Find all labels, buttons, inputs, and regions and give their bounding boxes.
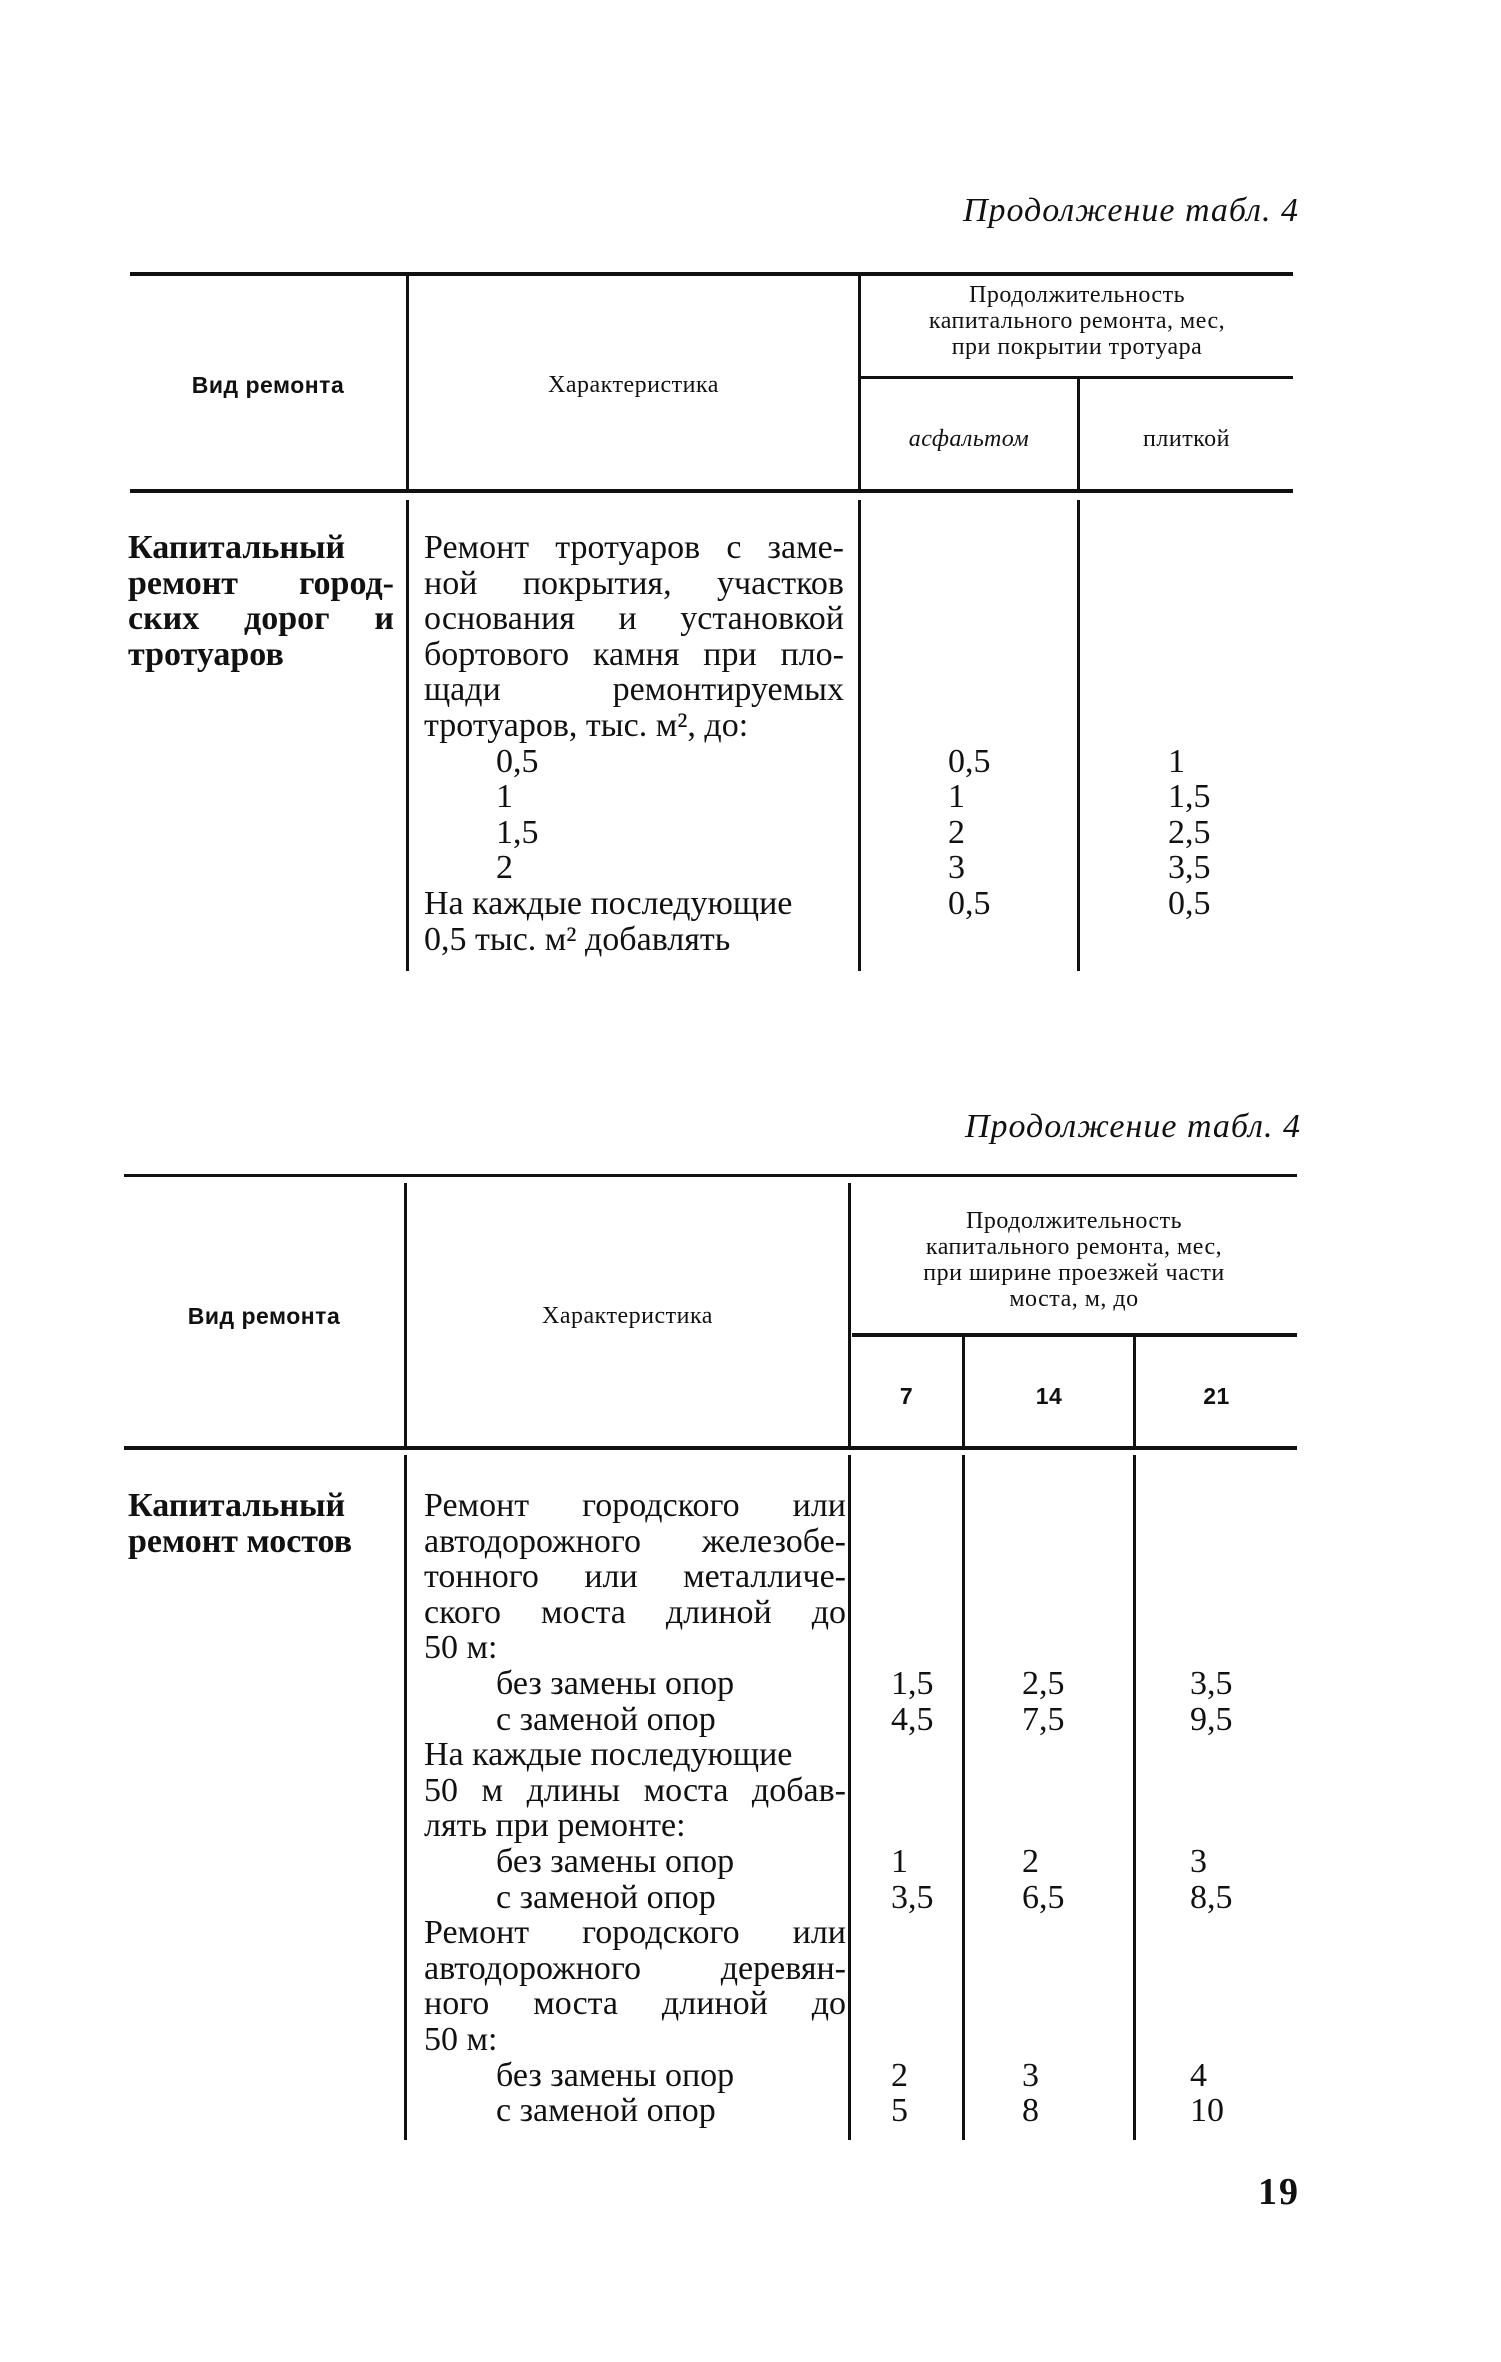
table2-char-line: 50 м: bbox=[424, 2020, 498, 2058]
table2-width14-value bbox=[1022, 1951, 1102, 1987]
table2-width21-value bbox=[1190, 1524, 1270, 1560]
table2-width21-value bbox=[1190, 1808, 1270, 1844]
table1-header-asphalt: асфальтом bbox=[908, 426, 1030, 452]
table1-top-rule bbox=[130, 272, 1293, 276]
table2-char-line: с заменой опор bbox=[496, 2092, 716, 2130]
table2-width14-value: 3 bbox=[1022, 2056, 1039, 2094]
table2-width21-column bbox=[1190, 1488, 1270, 2129]
table1-asphalt-value bbox=[948, 530, 1048, 566]
table1-asphalt-value: 3 bbox=[948, 849, 965, 887]
table1-tile-value: 0,5 bbox=[1168, 884, 1211, 922]
table1-tile-value bbox=[1168, 601, 1268, 637]
table1-header-char: Характеристика bbox=[548, 372, 719, 398]
table2-width7-value: 5 bbox=[891, 2092, 908, 2130]
table1-kind-line: тротуаров bbox=[128, 635, 284, 673]
table2-header-rule bbox=[124, 1446, 1297, 1450]
table1-char-line: ной покрытия, участков bbox=[424, 564, 844, 602]
table2-width7-value bbox=[891, 1808, 951, 1844]
table2-char-line: с заменой опор bbox=[496, 1700, 716, 1738]
table1-duration-line: при покрытии тротуара bbox=[951, 334, 1203, 360]
table2-width14-value bbox=[1022, 1630, 1102, 1666]
table2-width21-value bbox=[1190, 1630, 1270, 1666]
table1-caption: Продолжение табл. 4 bbox=[962, 192, 1299, 229]
table1-char-cell bbox=[424, 530, 844, 957]
table2-char-line: ного моста длиной до bbox=[424, 1985, 846, 2023]
table2-width14-value bbox=[1022, 1773, 1102, 1809]
table2-width14-value bbox=[1022, 1488, 1102, 1524]
table2-char-line: тонного или металличе- bbox=[424, 1558, 846, 1596]
table1-asphalt-value: 0,5 bbox=[948, 884, 991, 922]
table2-width21-value: 4 bbox=[1190, 2056, 1207, 2094]
table2-width7-value: 2 bbox=[891, 2056, 908, 2094]
table2-kind-cell bbox=[128, 1488, 398, 1559]
table2-width21-value bbox=[1190, 1737, 1270, 1773]
table1-duration-line: капитального ремонта, мес, bbox=[928, 308, 1226, 334]
table2-header-duration bbox=[851, 1208, 1297, 1312]
table2-width7-value bbox=[891, 1595, 951, 1631]
table2-width14-value: 7,5 bbox=[1022, 1700, 1065, 1738]
table2-width14-value: 2 bbox=[1022, 1842, 1039, 1880]
table2-width7-value: 1 bbox=[891, 1842, 908, 1880]
page-number: 19 bbox=[1258, 2171, 1300, 2213]
table1-tile-value: 1,5 bbox=[1168, 778, 1211, 816]
table2-width21-value bbox=[1190, 1773, 1270, 1809]
table1-tile-value bbox=[1168, 637, 1268, 673]
table1-char-line: 0,5 тыс. м² добавлять bbox=[424, 920, 731, 958]
table2-width14-value bbox=[1022, 1808, 1102, 1844]
table2-duration-line: капитального ремонта, мес, bbox=[925, 1234, 1223, 1260]
table2-width21-value bbox=[1190, 1559, 1270, 1595]
table1-char-line: Ремонт тротуаров с заме- bbox=[424, 529, 844, 566]
table1-header-kind: Вид ремонта bbox=[191, 372, 345, 398]
table2-width14-value bbox=[1022, 1986, 1102, 2022]
table2-top-rule bbox=[124, 1174, 1297, 1177]
table2-body-vline-2 bbox=[848, 1455, 851, 2140]
table2-width14-value bbox=[1022, 1595, 1102, 1631]
table2-char-line: На каждые последующие bbox=[424, 1736, 793, 1774]
table1-char-line: 0,5 bbox=[496, 742, 539, 780]
table1-asphalt-value bbox=[948, 922, 1048, 958]
table2-width21-value bbox=[1190, 2022, 1270, 2058]
table2-char-line: с заменой опор bbox=[496, 1878, 716, 1916]
table1-char-line: 2 bbox=[496, 849, 513, 887]
table1-asphalt-value: 2 bbox=[948, 813, 965, 851]
table1-kind-line: ских дорог и bbox=[128, 600, 394, 638]
table2-width21-value bbox=[1190, 1595, 1270, 1631]
table1-tile-value bbox=[1168, 566, 1268, 602]
table2-width14-value bbox=[1022, 1737, 1102, 1773]
table2-width14-value: 2,5 bbox=[1022, 1664, 1065, 1702]
table1-asphalt-value: 0,5 bbox=[948, 742, 991, 780]
table2-width21-value: 10 bbox=[1190, 2092, 1224, 2130]
table2-width14-value: 6,5 bbox=[1022, 1878, 1065, 1916]
table2-width14-value bbox=[1022, 2022, 1102, 2058]
table2-width7-column bbox=[891, 1488, 951, 2129]
table2-width7-value bbox=[891, 1488, 951, 1524]
table2-header-width-14: 14 bbox=[1035, 1383, 1063, 1409]
table2-kind-line: ремонт мостов bbox=[128, 1522, 353, 1560]
table1-tile-column bbox=[1168, 530, 1268, 957]
table2-width7-value bbox=[891, 1524, 951, 1560]
table2-width21-value bbox=[1190, 1915, 1270, 1951]
table2-char-line: ского моста длиной до bbox=[424, 1593, 846, 1631]
table1-asphalt-value bbox=[948, 672, 1048, 708]
table2-width7-value bbox=[891, 1986, 951, 2022]
table2-kind-line: Капитальный bbox=[128, 1487, 346, 1524]
table2-caption: Продолжение табл. 4 bbox=[964, 1108, 1301, 1145]
table1-tile-value: 2,5 bbox=[1168, 813, 1211, 851]
table2-width21-value: 8,5 bbox=[1190, 1878, 1233, 1916]
table1-asphalt-value bbox=[948, 637, 1048, 673]
table1-asphalt-value bbox=[948, 708, 1048, 744]
table2-header-kind: Вид ремонта bbox=[187, 1303, 341, 1329]
table1-kind-cell bbox=[128, 530, 394, 672]
table2-width14-value bbox=[1022, 1559, 1102, 1595]
table2-width7-value bbox=[891, 1630, 951, 1666]
table2-char-line: 50 м: bbox=[424, 1629, 498, 1667]
table2-body-vline-1 bbox=[404, 1455, 407, 2140]
table1-char-line: На каждые последующие bbox=[424, 884, 793, 922]
table2-char-line: Ремонт городского или bbox=[424, 1914, 846, 1952]
table1-char-line: щади ремонтируемых bbox=[424, 671, 844, 709]
table2-char-cell bbox=[424, 1488, 846, 2129]
table2-width7-value: 3,5 bbox=[891, 1878, 934, 1916]
table2-body-vline-4 bbox=[1133, 1455, 1136, 2140]
table1-asphalt-value: 1 bbox=[948, 778, 965, 816]
table2-width21-value: 3 bbox=[1190, 1842, 1207, 1880]
table2-sub-rule bbox=[852, 1333, 1297, 1337]
table2-width21-value bbox=[1190, 1951, 1270, 1987]
table1-tile-value bbox=[1168, 530, 1268, 566]
table2-char-line: без замены опор bbox=[496, 1664, 735, 1702]
table2-duration-line: Продолжительность bbox=[965, 1208, 1183, 1234]
table2-width7-value: 1,5 bbox=[891, 1664, 934, 1702]
table1-body-vline-3 bbox=[1077, 500, 1080, 971]
table1-char-line: 1 bbox=[496, 778, 513, 816]
table2-duration-line: моста, м, до bbox=[1009, 1286, 1139, 1312]
table1-tile-value bbox=[1168, 672, 1268, 708]
table2-width7-value bbox=[891, 1773, 951, 1809]
table1-asphalt-column bbox=[948, 530, 1048, 957]
table2-width21-value: 3,5 bbox=[1190, 1664, 1233, 1702]
table2-char-line: автодорожного деревян- bbox=[424, 1949, 846, 1987]
table2-width7-value bbox=[891, 1951, 951, 1987]
table1-tile-value: 3,5 bbox=[1168, 849, 1211, 887]
table1-header-duration bbox=[861, 282, 1293, 360]
table1-kind-line: Капитальный bbox=[128, 529, 346, 566]
table2-width21-value bbox=[1190, 1488, 1270, 1524]
table2-width7-value: 4,5 bbox=[891, 1700, 934, 1738]
table1-asphalt-value bbox=[948, 601, 1048, 637]
table2-char-line: 50 м длины моста добав- bbox=[424, 1771, 846, 1809]
table2-width7-value bbox=[891, 1559, 951, 1595]
table1-tile-value bbox=[1168, 708, 1268, 744]
table2-width21-value bbox=[1190, 1986, 1270, 2022]
table2-width14-value bbox=[1022, 1915, 1102, 1951]
table1-header-tile: плиткой bbox=[1143, 426, 1230, 452]
table1-char-line: бортового камня при пло- bbox=[424, 635, 844, 673]
table2-width14-column bbox=[1022, 1488, 1102, 2129]
table2-width14-value bbox=[1022, 1524, 1102, 1560]
table1-kind-line: ремонт город- bbox=[128, 564, 394, 602]
table1-tile-value bbox=[1168, 922, 1268, 958]
table1-duration-line: Продолжительность bbox=[968, 282, 1186, 308]
table1-asphalt-value bbox=[948, 566, 1048, 602]
table1-body-vline-1 bbox=[406, 500, 409, 971]
table1-body-vline-2 bbox=[858, 500, 861, 971]
table2-char-line: без замены опор bbox=[496, 2056, 735, 2094]
table1-tile-value: 1 bbox=[1168, 742, 1185, 780]
table2-header-width-21: 21 bbox=[1203, 1383, 1230, 1409]
table1-header-rule bbox=[130, 489, 1293, 493]
table1-char-line: основания и установкой bbox=[424, 600, 844, 638]
table2-width7-value bbox=[891, 1737, 951, 1773]
table2-width14-value: 8 bbox=[1022, 2092, 1039, 2130]
table2-duration-line: при ширине проезжей части bbox=[923, 1260, 1225, 1286]
table2-width21-value: 9,5 bbox=[1190, 1700, 1233, 1738]
table2-header-char: Характеристика bbox=[542, 1303, 713, 1329]
table2-char-line: лять при ремонте: bbox=[424, 1807, 686, 1845]
table2-width7-value bbox=[891, 2022, 951, 2058]
table2-char-line: автодорожного железобе- bbox=[424, 1522, 846, 1560]
table1-char-line: тротуаров, тыс. м², до: bbox=[424, 706, 749, 744]
table2-width7-value bbox=[891, 1915, 951, 1951]
table2-char-line: без замены опор bbox=[496, 1842, 735, 1880]
table2-char-line: Ремонт городского или bbox=[424, 1487, 846, 1524]
table1-char-line: 1,5 bbox=[496, 813, 539, 851]
table2-body-vline-3 bbox=[962, 1455, 965, 2140]
table2-header-width-7: 7 bbox=[899, 1383, 914, 1409]
